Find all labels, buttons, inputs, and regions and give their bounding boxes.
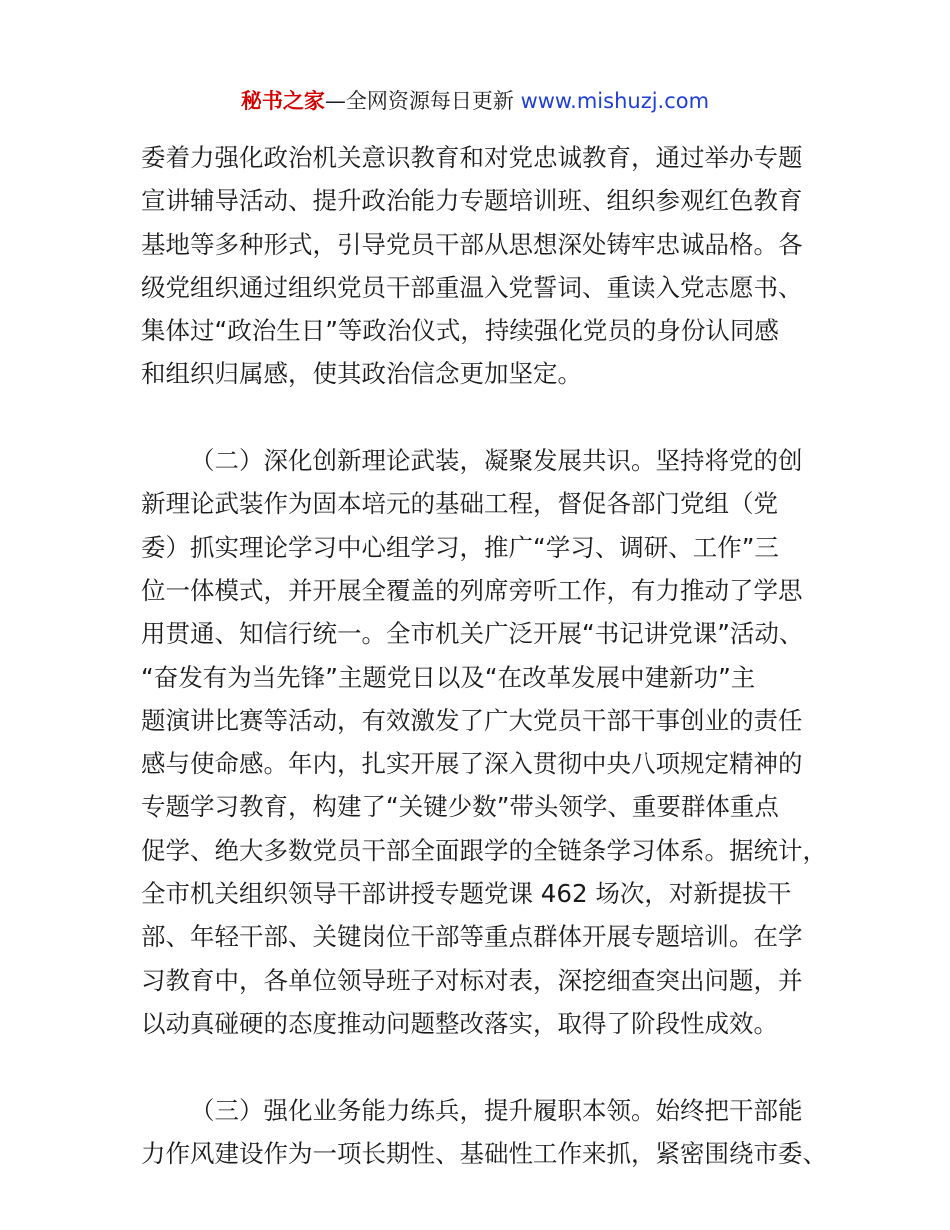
paragraph bbox=[141, 439, 831, 1045]
site-brand: 秘书之家 bbox=[240, 89, 325, 113]
text-line: 基地等多种形式，引导党员干部从思想深处铸牢忠诚品格。各 bbox=[141, 229, 803, 259]
site-url-link[interactable]: www.mishuzj.com bbox=[520, 89, 710, 113]
paragraph-spacer bbox=[141, 1045, 831, 1088]
text-line: 习教育中，各单位领导班子对标对表，深挖细查突出问题，并 bbox=[141, 965, 803, 995]
text-line: 题演讲比赛等活动，有效激发了广大党员干部干事创业的责任 bbox=[141, 705, 803, 735]
header-tagline: —全网资源每日更新 bbox=[324, 89, 521, 113]
text-line: 委着力强化政治机关意识教育和对党忠诚教育，通过举办专题 bbox=[141, 143, 803, 172]
document-body bbox=[141, 136, 831, 1175]
paragraph bbox=[141, 136, 831, 396]
text-line: 位一体模式，并开展全覆盖的列席旁听工作，有力推动了学思 bbox=[141, 575, 803, 605]
text-line: 力作风建设作为一项长期性、基础性工作来抓，紧密围绕市委、 bbox=[141, 1138, 827, 1168]
text-line: 专题学习教育，构建了“关键少数”带头领学、重要群体重点 bbox=[141, 792, 779, 822]
text-line: 感与使命感。年内，扎实开展了深入贯彻中央八项规定精神的 bbox=[141, 749, 803, 779]
text-line: 用贯通、知信行统一。全市机关广泛开展“书记讲党课”活动、 bbox=[141, 619, 804, 649]
text-line: （二）深化创新理论武装，凝聚发展共识。坚持将党的创 bbox=[190, 446, 803, 476]
text-line: 新理论武装作为固本培元的基础工程，督促各部门党组（党 bbox=[141, 489, 778, 519]
text-line: “奋发有为当先锋”主题党日以及“在改革发展中建新功”主 bbox=[141, 662, 756, 692]
text-line: 部、年轻干部、关键岗位干部等重点群体开展专题培训。在学 bbox=[141, 922, 803, 952]
text-line: 促学、绝大多数党员干部全面跟学的全链条学习体系。据统计， bbox=[141, 835, 827, 865]
text-line: 全市机关组织领导干部讲授专题党课 462 场次，对新提拔干 bbox=[141, 879, 792, 909]
text-line: 宣讲辅导活动、提升政治能力专题培训班、组织参观红色教育 bbox=[141, 186, 803, 216]
paragraph-spacer bbox=[141, 396, 831, 439]
site-header bbox=[0, 86, 950, 116]
text-line: 和组织归属感，使其政治信念更加坚定。 bbox=[141, 359, 582, 389]
text-line: 集体过“政治生日”等政治仪式，持续强化党员的身份认同感 bbox=[141, 316, 779, 346]
text-line: （三）强化业务能力练兵，提升履职本领。始终把干部能 bbox=[190, 1095, 803, 1125]
text-line: 以动真碰硬的态度推动问题整改落实，取得了阶段性成效。 bbox=[141, 1008, 778, 1038]
text-line: 级党组织通过组织党员干部重温入党誓词、重读入党志愿书、 bbox=[141, 272, 803, 302]
text-line: 委）抓实理论学习中心组学习，推广“学习、调研、工作”三 bbox=[141, 532, 779, 562]
paragraph bbox=[141, 1089, 831, 1176]
